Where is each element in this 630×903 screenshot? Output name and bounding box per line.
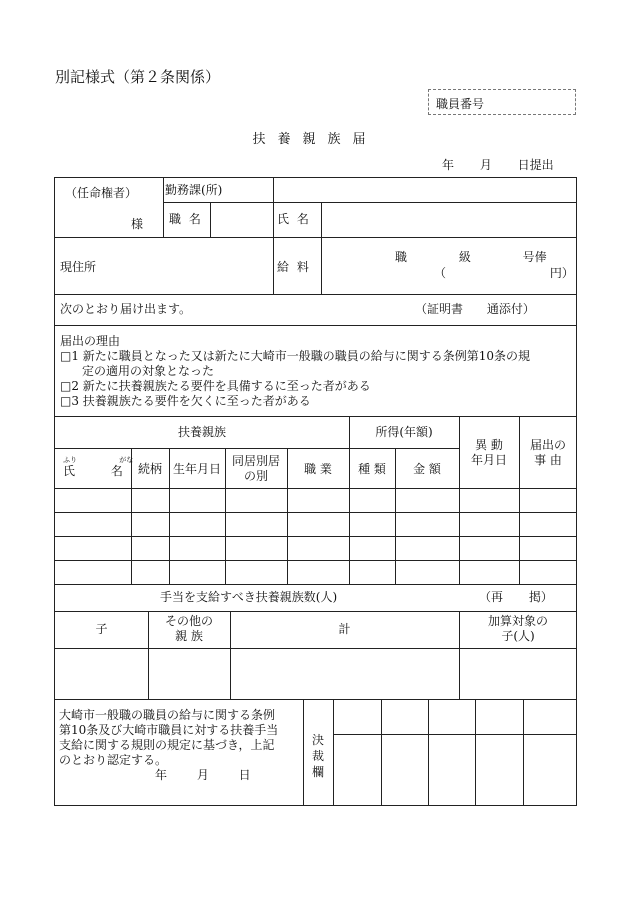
decision-column-label: 決裁欄 (311, 733, 324, 779)
col-birthdate: 生年月日 (172, 462, 221, 476)
salary-label: 給 料 (277, 260, 311, 274)
rule (163, 178, 164, 237)
income-header: 所得(年額) (375, 425, 433, 439)
rule (55, 699, 577, 700)
rule (55, 325, 577, 326)
approval-date: 年 月 日 (155, 768, 251, 782)
employee-number-label: 職員番号 (436, 97, 485, 111)
change-date-2: 年月日 (470, 453, 507, 467)
reason-item-2[interactable]: □2 新たに扶養親族たる要件を具備するに至った者がある (60, 379, 371, 393)
rule (55, 237, 577, 238)
rule (55, 488, 577, 489)
rule (321, 237, 322, 294)
employee-number-box[interactable] (428, 89, 576, 115)
name-label: 氏 名 (277, 212, 311, 226)
rule (333, 734, 577, 735)
sama-label: 様 (131, 217, 144, 231)
document-title: 扶養親族届 (252, 132, 378, 147)
notice-text: 次のとおり届け出ます。 (60, 302, 192, 316)
rule (55, 648, 577, 649)
address-label: 現住所 (60, 260, 97, 274)
certificate-note: （証明書 通添付） (415, 302, 535, 316)
rule (55, 294, 577, 295)
rule (55, 536, 577, 537)
total-header: 計 (338, 622, 351, 636)
reason-header-1: 届出の (529, 438, 566, 452)
form-title: 別記様式（第２条関係） (55, 68, 221, 86)
rule (55, 416, 577, 417)
rule (523, 699, 524, 806)
change-date-1: 異 動 (475, 438, 503, 452)
reason-item-3[interactable]: □3 扶養親族たる要件を欠くに至った者がある (60, 394, 311, 408)
salary-grade: 職 級 号俸 (395, 250, 547, 264)
rule (163, 202, 577, 203)
child-header: 子 (95, 622, 108, 636)
salary-amount: （ 円） (434, 266, 574, 280)
rule (321, 202, 322, 237)
rule (55, 560, 577, 561)
rule (55, 448, 459, 449)
rule (381, 699, 382, 806)
approval-line-4: のとおり認定する。 (59, 753, 168, 767)
reason-header-2: 事 由 (534, 453, 562, 467)
form-table (54, 177, 577, 806)
workplace-label: 勤務課(所) (165, 183, 223, 197)
col-income-amount: 金 額 (413, 462, 441, 476)
other-relatives-2: 親 族 (175, 629, 203, 643)
approval-line-1: 大崎市一般職の職員の給与に関する条例 (59, 708, 276, 722)
rule (55, 584, 577, 585)
allowance-title: 手当を支給すべき扶養親族数(人) (160, 590, 338, 604)
rule (273, 178, 274, 294)
approval-line-3: 支給に関する規則の規定に基づき，上記 (59, 738, 275, 752)
furigana-label: ふり がな (63, 456, 134, 464)
rule (55, 512, 577, 513)
rule (333, 699, 334, 806)
rule (428, 699, 429, 806)
rule (475, 699, 476, 806)
col-cohabit-1: 同居別居 (231, 454, 280, 468)
repost-label: （再 掲） (479, 590, 553, 604)
rule (349, 416, 350, 584)
rule (210, 202, 211, 237)
col-name: 氏 名 (63, 464, 123, 478)
submission-date: 年 月 日提出 (442, 158, 554, 172)
rule (303, 699, 304, 806)
addition-child-1: 加算対象の (487, 614, 548, 628)
approval-line-2: 第10条及び大崎市職員に対する扶養手当 (59, 723, 279, 737)
reason-item-1[interactable]: □1 新たに職員となった又は新たに大崎市一般職の職員の給与に関する条例第10条の規 (60, 349, 531, 363)
reason-item-1-cont: 定の適用の対象となった (82, 364, 215, 378)
dependents-header: 扶養親族 (177, 425, 226, 439)
col-occupation: 職 業 (304, 462, 332, 476)
rule (55, 611, 577, 612)
col-relation: 続柄 (137, 462, 162, 476)
col-cohabit-2: の別 (243, 469, 268, 483)
addition-child-2: 子(人) (501, 629, 535, 643)
job-title-label: 職 名 (169, 212, 203, 226)
col-income-type: 種 類 (358, 462, 386, 476)
appointer-label: （任命権者） (65, 186, 138, 200)
other-relatives-1: その他の (164, 614, 213, 628)
reason-heading: 届出の理由 (60, 334, 121, 348)
